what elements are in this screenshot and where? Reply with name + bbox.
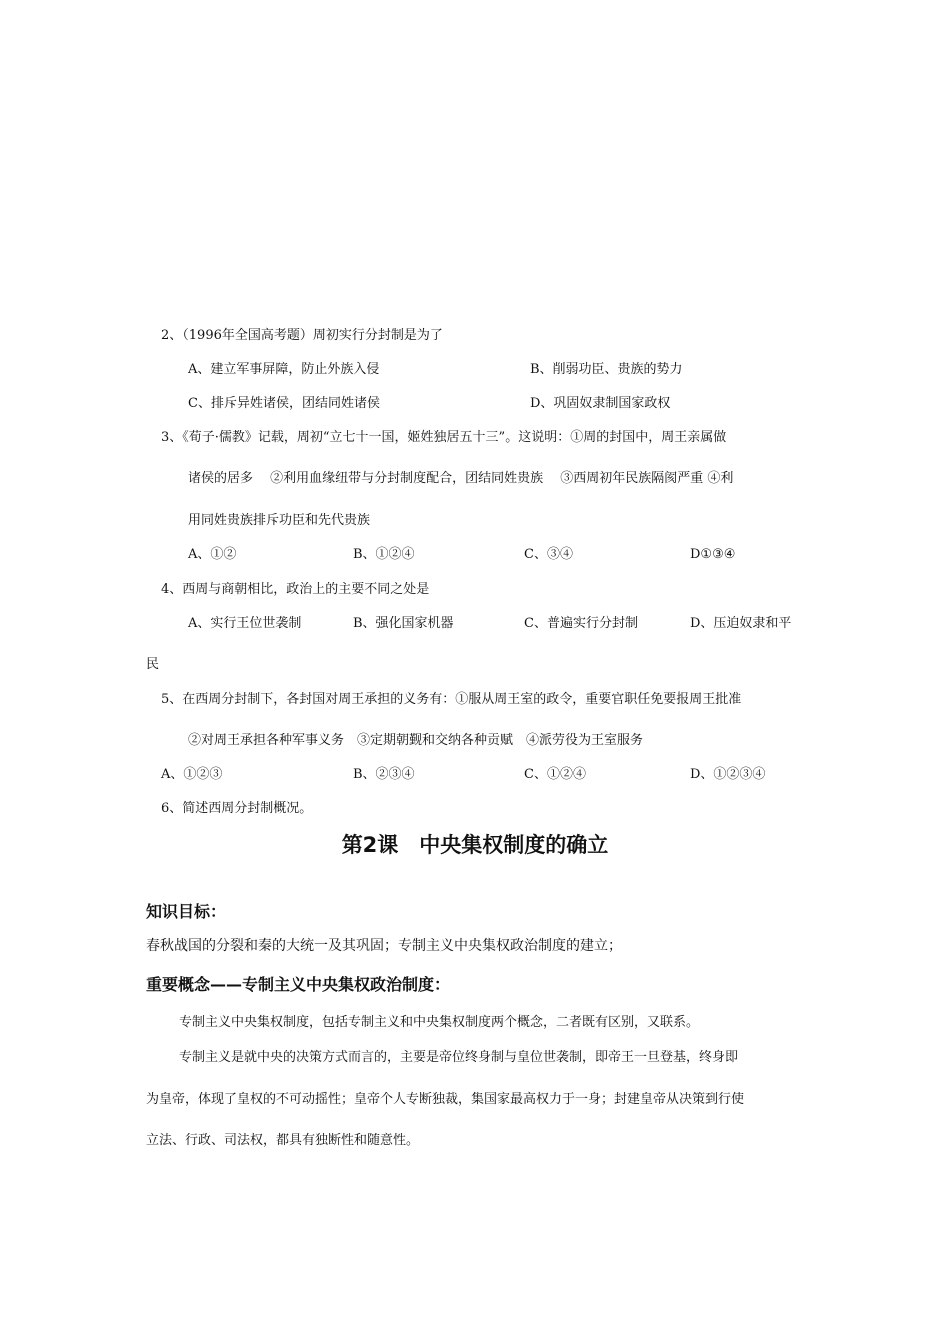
knowledge-heading: 知识目标： <box>146 902 227 921</box>
question-4-stem: 4、西周与商朝相比，政治上的主要不同之处是 <box>161 582 430 597</box>
question-4-option-c: C、普遍实行分封制 <box>524 616 638 631</box>
concept-paragraph-1: 专制主义中央集权制度，包括专制主义和中央集权制度两个概念，二者既有区别，又联系。 <box>179 1015 700 1030</box>
question-4-option-d-wrap: 民 <box>146 657 160 672</box>
question-5-stem-line-1: 5、在西周分封制下，各封国对周王承担的义务有：①服从周王室的政令，重要官职任免要报周王批准 <box>161 692 742 707</box>
question-2-option-d: D、巩固奴隶制国家政权 <box>530 396 671 411</box>
question-3-option-a: A、①② <box>188 547 237 562</box>
concept-paragraph-2-line-3: 立法、行政、司法权，都具有独断性和随意性。 <box>146 1133 420 1148</box>
question-3-stem-line-2: 诸侯的居多 ②利用血缘纽带与分封制度配合，团结同姓贵族 ③西周初年民族隔阂严重 ④利 <box>188 471 734 486</box>
knowledge-text: 春秋战国的分裂和秦的大统一及其巩固；专制主义中央集权政治制度的建立； <box>146 938 622 954</box>
question-2-stem: 2、（1996年全国高考题）周初实行分封制是为了 <box>161 328 443 343</box>
question-2-option-c: C、排斥异姓诸侯，团结同姓诸侯 <box>188 396 380 411</box>
lesson-title: 第2课 中央集权制度的确立 <box>341 833 609 857</box>
question-5-stem-line-2: ②对周王承担各种军事义务 ③定期朝觐和交纳各种贡赋 ④派劳役为王室服务 <box>188 733 644 748</box>
question-4-option-d: D、压迫奴隶和平 <box>690 616 792 631</box>
concept-paragraph-2-line-2: 为皇帝，体现了皇权的不可动摇性；皇帝个人专断独裁，集国家最高权力于一身；封建皇帝从决策到行使 <box>146 1092 745 1107</box>
question-2-option-a: A、建立军事屏障，防止外族入侵 <box>188 362 380 377</box>
question-3-option-c: C、③④ <box>524 547 573 562</box>
question-3-stem-line-1: 3、《荀子·儒教》记载，周初“立七十一国，姬姓独居五十三”。这说明：①周的封国中，周王亲属做 <box>161 430 727 445</box>
question-3-stem-line-3: 用同姓贵族排斥功臣和先代贵族 <box>188 513 371 528</box>
question-5-option-a: A、①②③ <box>161 767 223 782</box>
concept-paragraph-2-line-1: 专制主义是就中央的决策方式而言的，主要是帝位终身制与皇位世袭制，即帝王一旦登基，终身即 <box>179 1050 739 1065</box>
question-5-option-d: D、①②③④ <box>690 767 766 782</box>
question-6-stem: 6、简述西周分封制概况。 <box>161 801 313 816</box>
question-2-option-b: B、削弱功臣、贵族的势力 <box>530 362 683 377</box>
question-5-option-b: B、②③④ <box>353 767 415 782</box>
question-3-option-d: D①③④ <box>690 547 736 562</box>
concept-heading: 重要概念——专制主义中央集权政治制度： <box>146 975 451 994</box>
question-5-option-c: C、①②④ <box>524 767 586 782</box>
question-4-option-b: B、强化国家机器 <box>353 616 454 631</box>
question-4-option-a: A、实行王位世袭制 <box>188 616 302 631</box>
question-3-option-b: B、①②④ <box>353 547 415 562</box>
